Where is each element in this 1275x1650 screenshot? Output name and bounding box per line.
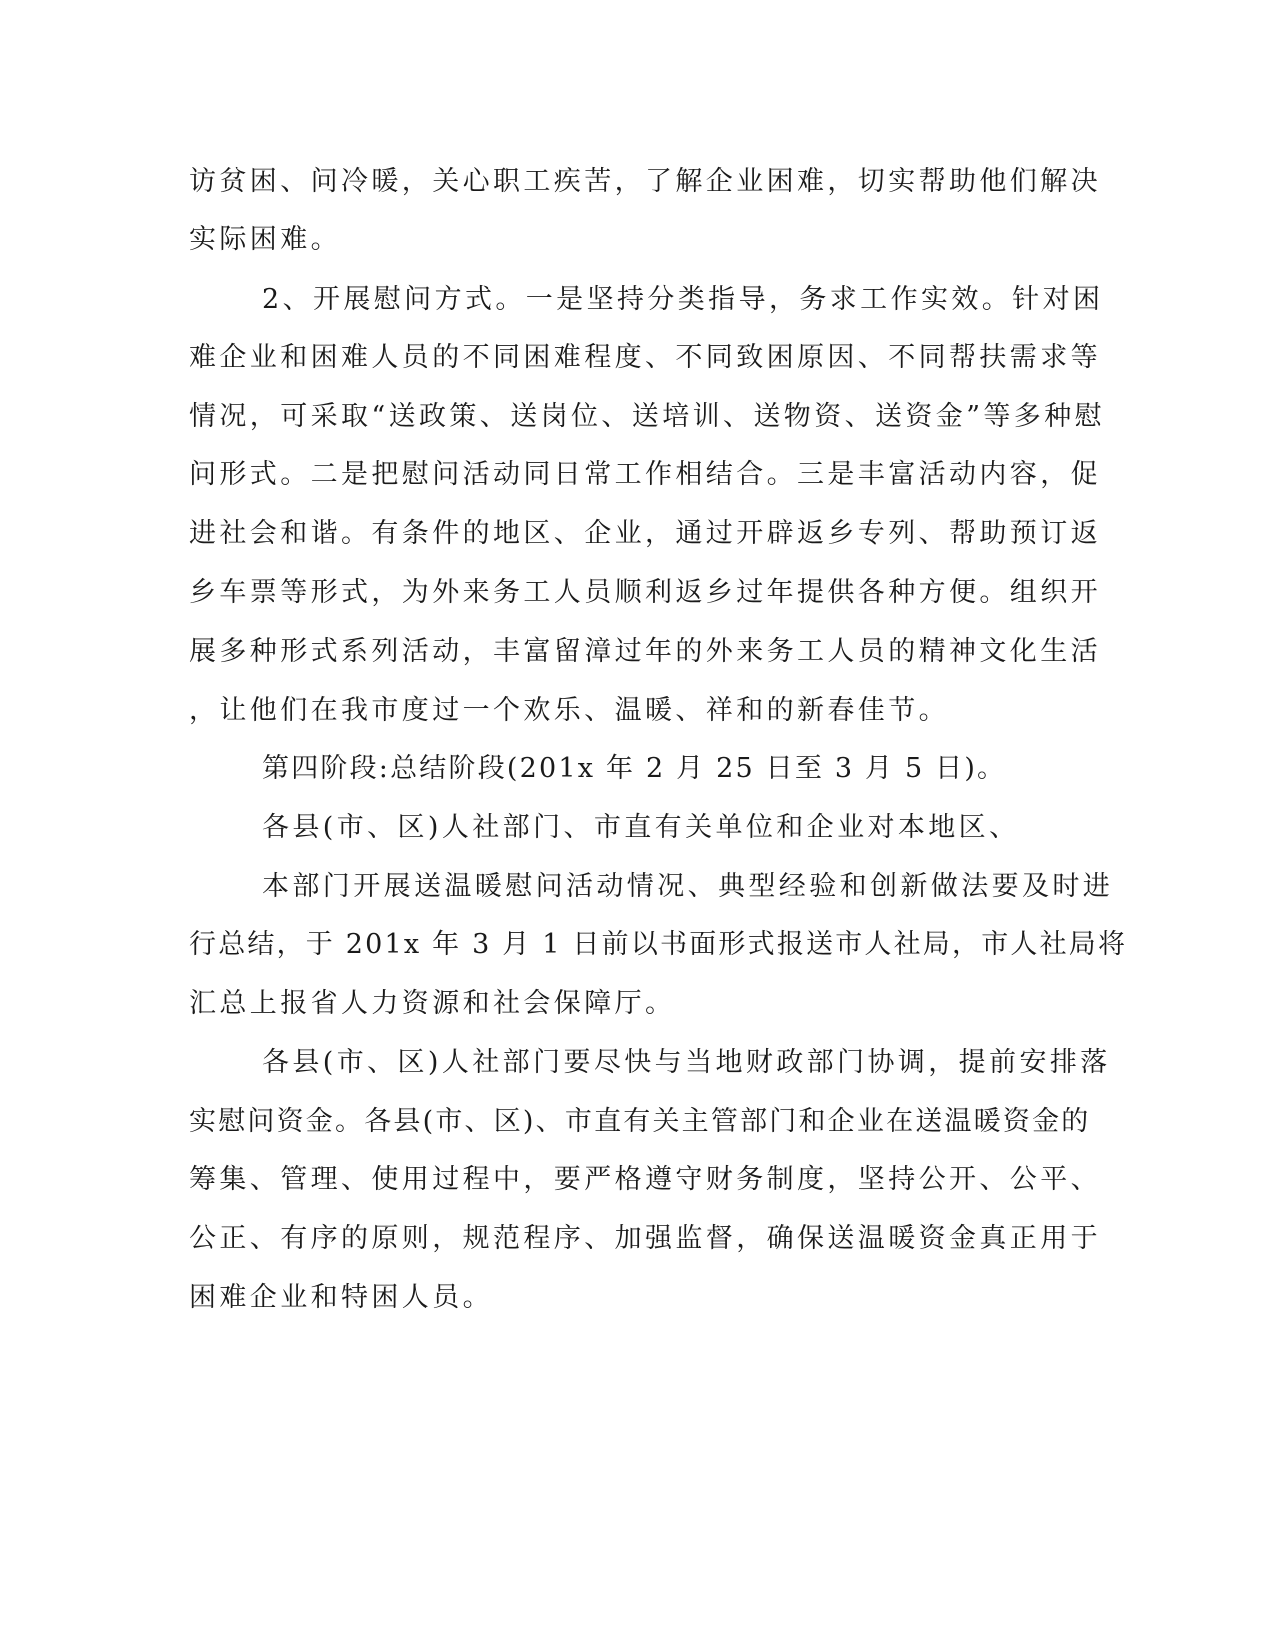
text-line: 汇总上报省人力资源和社会保障厅。 [189,988,676,1019]
section-heading: 第四阶段:总结阶段(201x 年 2 月 25 日至 3 月 5 日)。 [262,753,1007,784]
text-line: 行总结，于 201x 年 3 月 1 日前以书面形式报送市人社局，市人社局将 [189,929,1128,960]
text-line: 实际困难。 [189,224,341,255]
text-line: 2、开展慰问方式。一是坚持分类指导，务求工作实效。针对困 [262,284,1104,315]
text-line: 各县(市、区)人社部门要尽快与当地财政部门协调，提前安排落 [262,1047,1111,1078]
text-line: 公正、有序的原则，规范程序、加强监督，确保送温暖资金真正用于 [189,1223,1101,1254]
text-line: 乡车票等形式，为外来务工人员顺利返乡过年提供各种方便。组织开 [189,577,1101,608]
text-line: 实慰问资金。各县(市、区)、市直有关主管部门和企业在送温暖资金的 [189,1106,1091,1137]
text-line: 问形式。二是把慰问活动同日常工作相结合。三是丰富活动内容，促 [189,459,1101,490]
text-line: 各县(市、区)人社部门、市直有关单位和企业对本地区、 [262,812,1020,843]
text-line: 展多种形式系列活动，丰富留漳过年的外来务工人员的精神文化生活 [189,636,1101,667]
text-line: ，让他们在我市度过一个欢乐、温暖、祥和的新春佳节。 [189,695,949,726]
text-line: 困难企业和特困人员。 [189,1282,493,1313]
text-line: 进社会和谐。有条件的地区、企业，通过开辟返乡专列、帮助预订返 [189,518,1101,549]
text-line: 情况，可采取“送政策、送岗位、送培训、送物资、送资金”等多种慰 [189,401,1106,432]
text-line: 难企业和困难人员的不同困难程度、不同致困原因、不同帮扶需求等 [189,342,1101,373]
text-line: 本部门开展送温暖慰问活动情况、典型经验和创新做法要及时进 [262,871,1114,902]
text-line: 筹集、管理、使用过程中，要严格遵守财务制度，坚持公开、公平、 [189,1164,1101,1195]
text-line: 访贫困、问冷暖，关心职工疾苦，了解企业困难，切实帮助他们解决 [189,166,1101,197]
